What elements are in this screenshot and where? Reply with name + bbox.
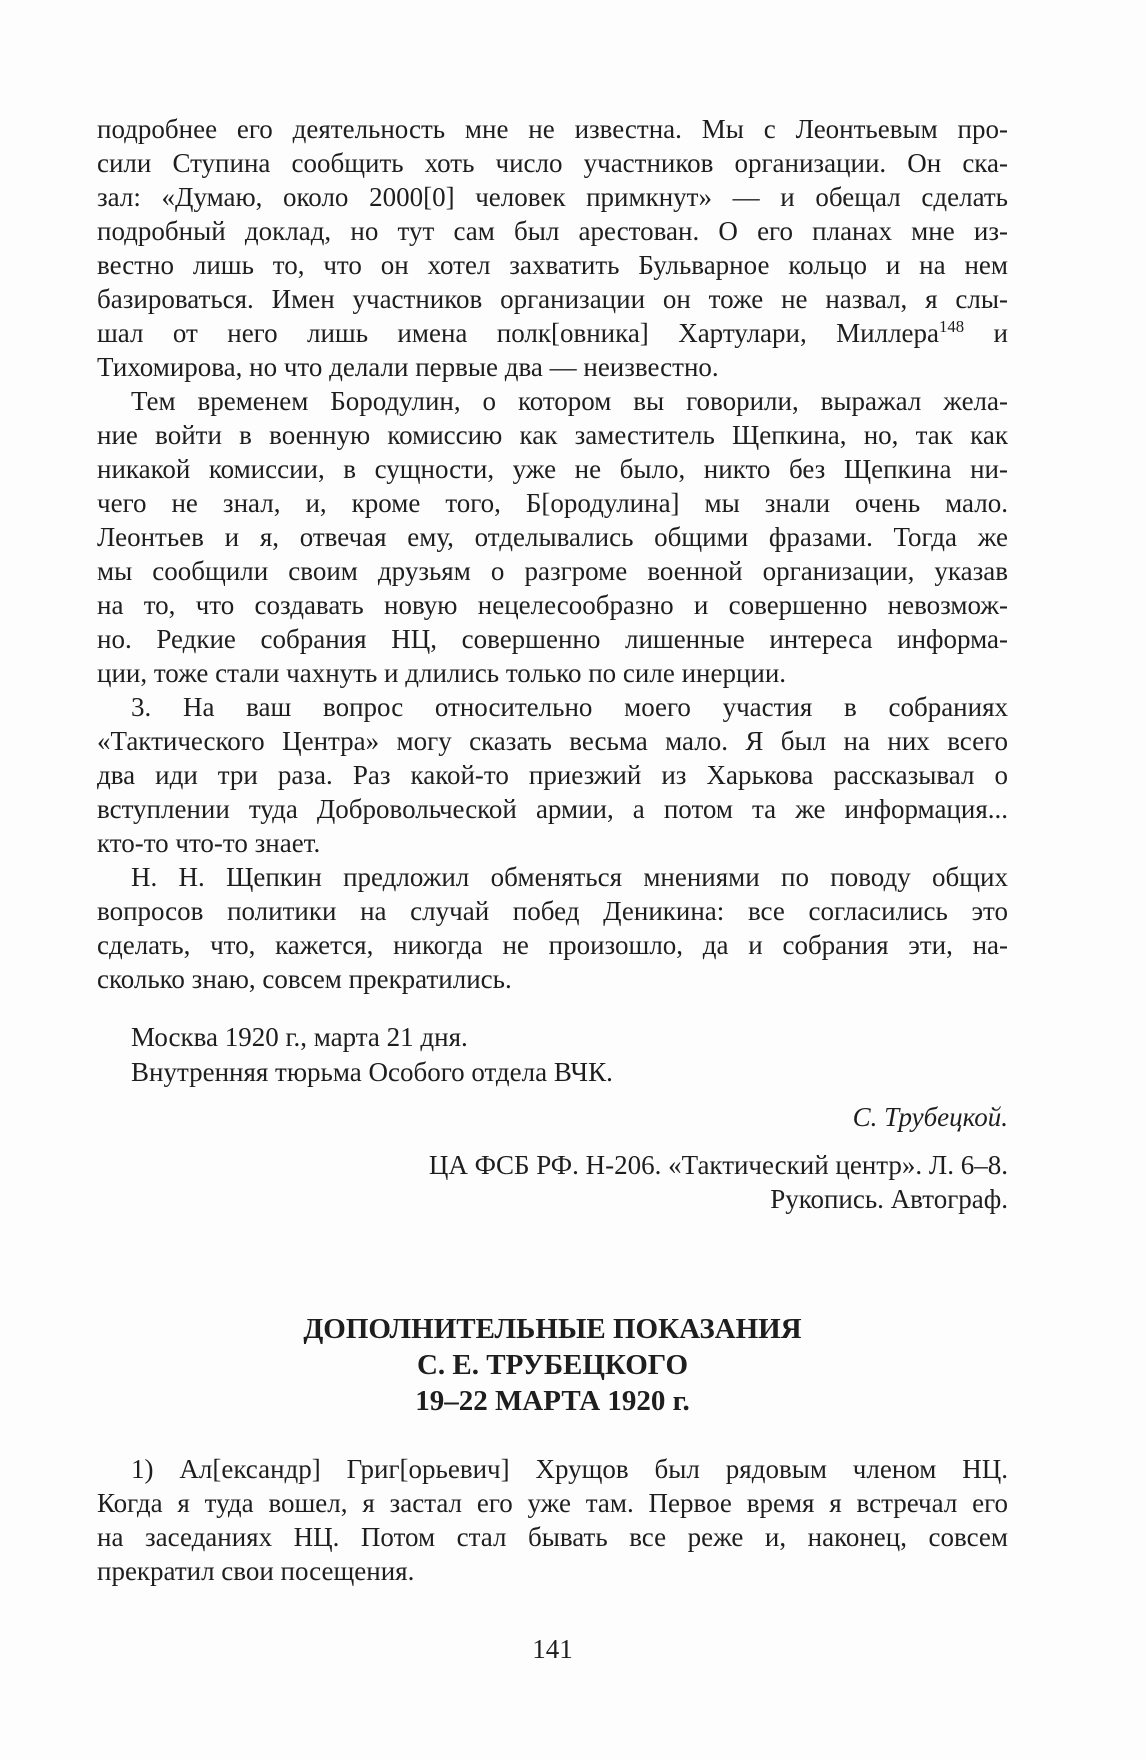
citation-type-line: Рукопись. Автограф. — [770, 1184, 1008, 1214]
additional-testimony-body — [97, 1452, 1008, 1588]
text-line: базироваться. Имен участников организации он тоже не назвал, я слы- — [97, 284, 1008, 314]
text-line: шал от него лишь имена полк[овника] Хартулари, Миллера$^{148}$ и — [97, 317, 1008, 348]
text-line: на то, что создавать новую нецелесообразно и совершенно невозмож- — [97, 590, 1008, 620]
text-line: подробнее его деятельность мне не известна. Мы с Леонтьевым про- — [97, 114, 1008, 144]
heading-line-2: С. Е. ТРУБЕЦКОГО — [416, 1349, 689, 1381]
heading-line-3: 19–22 МАРТА 1920 г. — [415, 1385, 690, 1417]
text-line: сделать, что, кажется, никогда не произошло, да и собрания эти, на- — [97, 930, 1008, 960]
footnote-reference: 148 — [939, 317, 965, 336]
text-line: Тем временем Бородулин, о котором вы говорили, выражал жела- — [131, 386, 1008, 416]
text-column — [97, 112, 1008, 1666]
page-number: 141 — [532, 1634, 573, 1664]
text-line: подробный доклад, но тут сам был арестован. О его планах мне из- — [97, 216, 1008, 246]
text-line: зал: «Думаю, около 2000[0] человек примкнут» — и обещал сделать — [97, 182, 1008, 212]
text-line: Леонтьев и я, отвечая ему, отделывались общими фразами. Тогда же — [97, 522, 1008, 552]
text-line: на заседаниях НЦ. Потом стал бывать все реже и, наконец, совсем — [97, 1522, 1008, 1552]
text-line: Н. Н. Щепкин предложил обменяться мнениями по поводу общих — [131, 862, 1008, 892]
text-line: сили Ступина сообщить хоть число участников организации. Он ска- — [97, 148, 1008, 178]
text-line: 3. На ваш вопрос относительно моего участия в собраниях — [131, 692, 1008, 722]
paragraph — [97, 112, 1008, 384]
text-line: вступлении туда Добровольческой армии, а потом та же информация... — [97, 794, 1008, 824]
text-line: кто-то что-то знает. — [97, 828, 321, 858]
text-line: ние войти в военную комиссию как заместитель Щепкина, но, так как — [97, 420, 1008, 450]
text-line: 1) Ал[ександр] Григ[орьевич] Хрущов был рядовым членом НЦ. — [131, 1454, 1008, 1484]
text-line: прекратил свои посещения. — [97, 1556, 415, 1586]
text-line: чего не знал, и, кроме того, Б[ородулина] мы знали очень мало. — [97, 488, 1008, 518]
paragraph — [97, 860, 1008, 996]
paragraph — [97, 1452, 1008, 1588]
section-heading — [97, 1311, 1008, 1419]
date-line: Москва 1920 г., марта 21 дня. — [131, 1022, 468, 1052]
text-line: никакой комиссии, в сущности, уже не было, никто без Щепкина ни- — [97, 454, 1008, 484]
text-line: сколько знаю, совсем прекратились. — [97, 964, 512, 994]
archival-citation — [97, 1148, 1008, 1216]
text-line: мы сообщили своим друзьям о разгроме военной организации, указав — [97, 556, 1008, 586]
testimony-body — [97, 112, 1008, 996]
citation-archive-line: ЦА ФСБ РФ. Н-206. «Тактический центр». Л. 6–8. — [428, 1150, 1008, 1180]
place-line: Внутренняя тюрьма Особого отдела ВЧК. — [131, 1057, 613, 1087]
text-line: вопросов политики на случай побед Деникина: все согласились это — [97, 896, 1008, 926]
text-line: вестно лишь то, что он хотел захватить Бульварное кольцо и на нем — [97, 250, 1008, 280]
text-line: Когда я туда вошел, я застал его уже там. Первое время я встречал его — [97, 1488, 1008, 1518]
text-line: ции, тоже стали чахнуть и длились только по силе инерции. — [97, 658, 787, 688]
text-line: два иди три раза. Раз какой-то приезжий из Харькова рассказывал о — [97, 760, 1008, 790]
heading-line-1: ДОПОЛНИТЕЛЬНЫЕ ПОКАЗАНИЯ — [303, 1313, 802, 1345]
text-line: «Тактического Центра» могу сказать весьма мало. Я был на них всего — [97, 726, 1008, 756]
signature: С. Трубецкой. — [852, 1102, 1008, 1132]
text-line: Тихомирова, но что делали первые два — неизвестно. — [97, 352, 719, 382]
paragraph — [97, 690, 1008, 860]
text-line: но. Редкие собрания НЦ, совершенно лишенные интереса информа- — [97, 624, 1008, 654]
paragraph — [97, 384, 1008, 690]
